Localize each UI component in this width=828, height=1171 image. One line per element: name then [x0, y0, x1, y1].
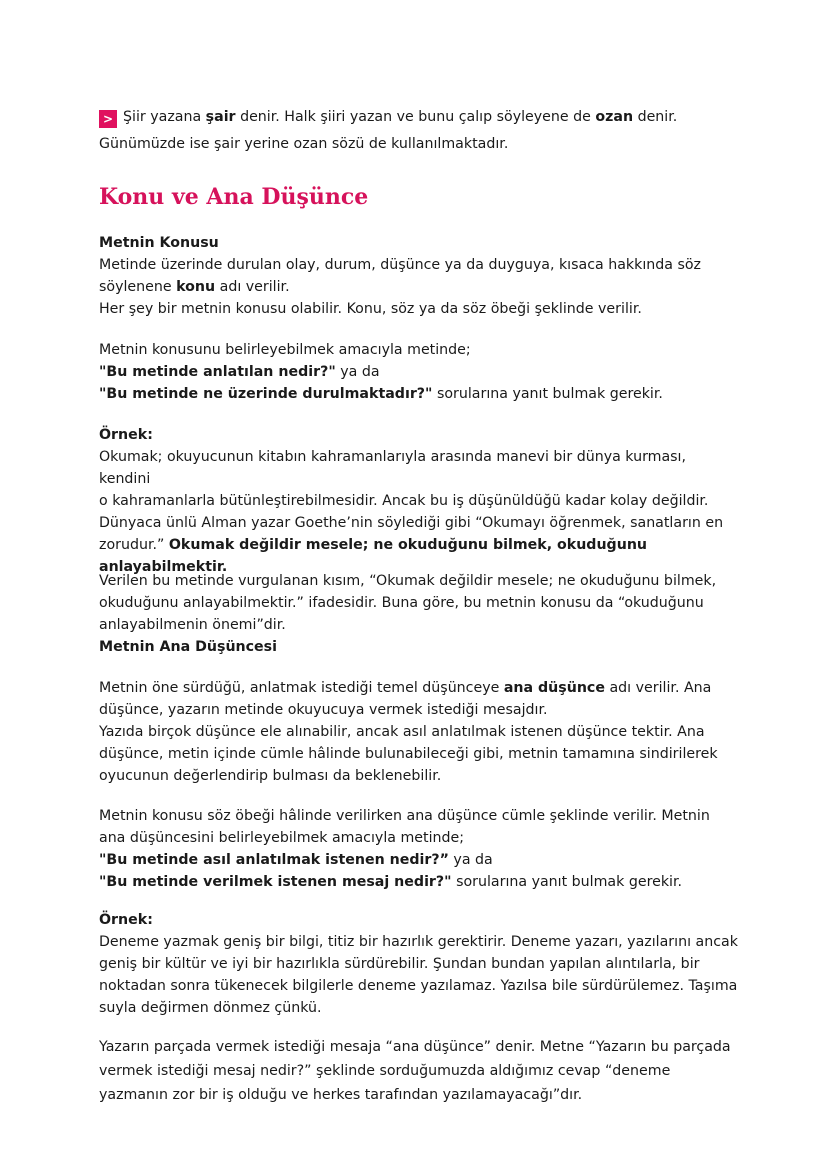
- konu-heading: Metnin Konusu: [99, 235, 219, 251]
- chevron-right-icon: >: [99, 110, 117, 128]
- ornek-2-conclusion: Yazarın parçada vermek istediği mesaja “ana düşünce” denir. Metne “Yazarın bu parçada vermek istediği mesaj nedir?” şeklinde sorduğumuzda aldığımız cevap “deneme yazmanın zor bir iş olduğu ve herkes tarafından yazılamayacağı”dır.: [99, 1039, 731, 1103]
- konu-question-paragraph: Metnin konusunu belirleyebilmek amacıyla metinde; "Bu metinde anlatılan nedir?" ya da "Bu metinde ne üzerinde durulmaktadır?" sorularına yanıt bulmak gerekir.: [99, 342, 663, 402]
- ornek-heading: Örnek:: [99, 912, 153, 928]
- ana-paragraph-2: Metnin konusu söz öbeği hâlinde verilirken ana düşünce cümle şeklinde verilir. Metnin ana düşüncesini belirleyebilmek amacıyla metinde; "Bu metinde asıl anlatılmak istenen nedir?” ya da "Bu metinde verilmek istenen mesaj nedir?" sorularına yanıt bulmak gerekir.: [99, 808, 710, 890]
- konu-section: Metnin Konusu Metinde üzerinde durulan olay, durum, düşünce ya da duyguya, kısaca hakkında söz söylenene konu adı verilir. Her şey bir metnin konusu olabilir. Konu, söz ya da söz öbeği şeklinde verilir.: [99, 235, 701, 317]
- ornek-heading: Örnek:: [99, 427, 153, 443]
- intro-paragraph: > Şiir yazana şair denir. Halk şiiri yazan ve bunu çalıp söyleyene de ozan denir. Günümüzde ise şair yerine ozan sözü de kullanılmaktadır.: [99, 109, 678, 152]
- ana-paragraph-1: Metnin öne sürdüğü, anlatmak istediği temel düşünceye ana düşünce adı verilir. Ana düşünce, yazarın metinde okuyucuya vermek istediği mesajdır. Yazıda birçok düşünce ele alınabilir, ancak asıl anlatılmak istenen düşünce tektir. Ana düşünce, metin içinde cümle hâlinde bulunabileceği gibi, metnin tamamına sindirilerek oyucunun değerlendirip bulması da beklenebilir.: [99, 680, 718, 784]
- section-title: Konu ve Ana Düşünce: [99, 184, 369, 210]
- ornek-1-explanation: Verilen bu metinde vurgulanan kısım, “Okumak değildir mesele; ne okuduğunu bilmek, okuduğunu anlayabilmektir.” ifadesidir. Buna göre, bu metnin konusu da “okuduğunu anlayabilmenin önemi”dir. Metnin Ana Düşüncesi: [99, 573, 717, 655]
- ornek-2: Örnek: Deneme yazmak geniş bir bilgi, titiz bir hazırlık gerektirir. Deneme yazarı, yazılarını ancak geniş bir kültür ve iyi bir hazırlıkla sürdürebilir. Şundan bundan yapılan alıntılarla, bir noktadan sonra tükenecek bilgilerle deneme yazılamaz. Yazılsa bile sürdürülemez. Taşıma suyla değirmen dönmez çünkü.: [99, 912, 738, 1016]
- ornek-1: Örnek: Okumak; okuyucunun kitabın kahramanlarıyla arasında manevi bir dünya kurması, kendini o kahramanlarla bütünleştirebilmesidir. Ancak bu iş düşünüldüğü kadar kolay değildir. Dünyaca ünlü Alman yazar Goethe’nin söylediği gibi “Okumayı öğrenmek, sanatların en zorudur.” Okumak değildir mesele; ne okuduğunu bilmek, okuduğunu anlayabilmektir.: [99, 427, 724, 575]
- ana-heading: Metnin Ana Düşüncesi: [99, 639, 277, 655]
